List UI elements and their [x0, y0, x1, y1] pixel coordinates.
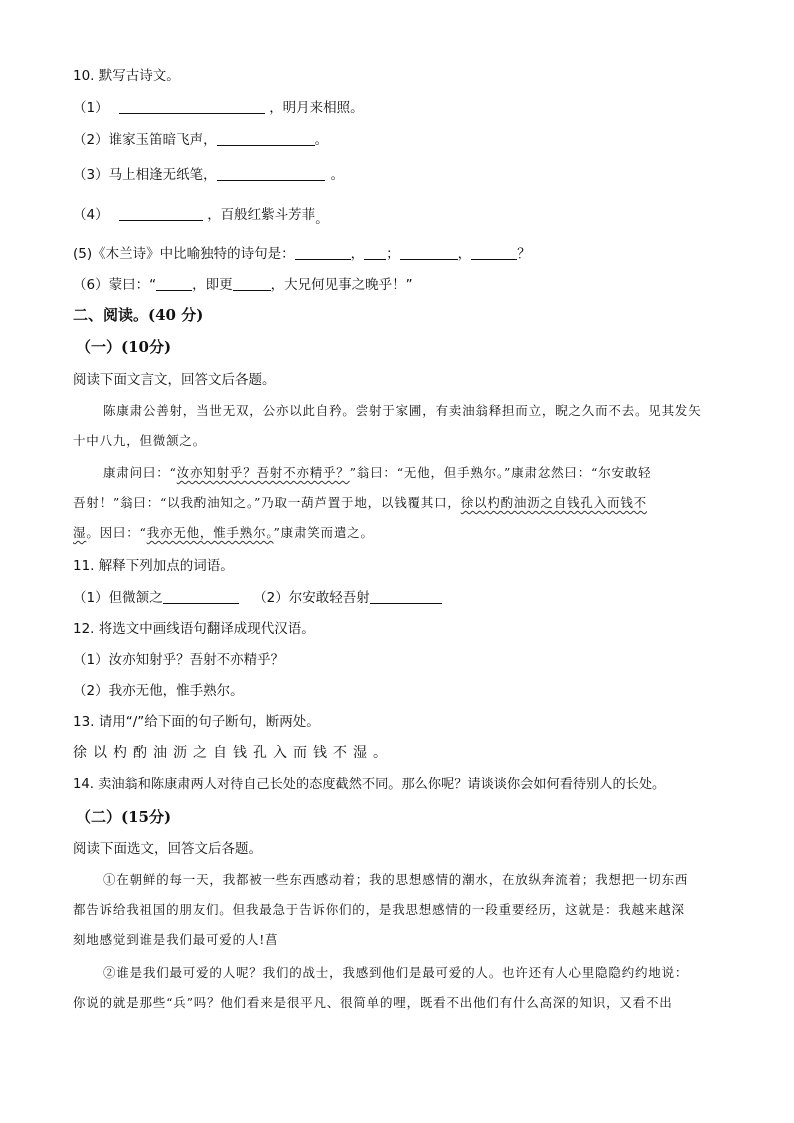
- answer-blank[interactable]: [400, 245, 458, 260]
- passage2-line: ①在朝鲜的每一天，我都被一些东西感动着；我的思想感情的潮水，在放纵奔流着；我想把一切东西: [103, 872, 689, 887]
- passage1-line: 十中八九，但微颔之。: [73, 433, 207, 448]
- q10-l6-text: （6）蒙曰：“: [73, 277, 157, 293]
- q13-sentence: 徐以杓酌油沥之自钱孔入而钱不湿。: [73, 745, 393, 761]
- underlined-sentence: 我亦无他，惟手熟尔。: [146, 525, 274, 540]
- q10-l6-text-b: ，即更: [192, 277, 233, 293]
- part2-title: （二）(15分): [76, 808, 172, 826]
- underlined-sentence: 汝亦知射乎？吾射不亦精乎？: [176, 465, 350, 480]
- q10-l1-text: ，明月来相照。: [269, 100, 364, 116]
- q10-l3-end: 。: [330, 167, 345, 183]
- passage1-line: [73, 524, 374, 542]
- q10-line-5: [73, 245, 531, 263]
- q12-item-2: （2）我亦无他，惟手熟尔。: [73, 683, 244, 699]
- part1-title: （一）(10分): [76, 338, 172, 356]
- passage1-line: 陈康肃公善射，当世无双，公亦以此自矜。尝射于家圃，有卖油翁释担而立，睨之久而不去。见其发矢: [103, 403, 702, 418]
- passage-text: 康肃问曰：“: [103, 465, 177, 480]
- passage-text: 吾射！”翁曰：“以我酌油知之。”乃取一葫芦置于地，以钱覆其口，: [73, 495, 461, 510]
- q11-item-1: （1）但微颔之: [73, 590, 163, 606]
- answer-blank[interactable]: [217, 131, 315, 146]
- q10-l2-end: 。: [314, 132, 329, 148]
- q11-items: [73, 589, 442, 607]
- passage-text: ”康肃笑而遣之。: [273, 525, 374, 540]
- q10-line-4: [73, 206, 329, 227]
- q10-l6-text-c: ，大兄何见事之晚乎！”: [270, 277, 413, 293]
- passage2-line: 你说的就是那些“兵”吗？他们看来是很平凡、很简单的哩，既看不出他们有什么高深的知识，又看不出: [73, 995, 673, 1010]
- passage-text: 。因曰：“: [86, 525, 147, 540]
- answer-blank[interactable]: [233, 276, 271, 291]
- q10-line-3: [73, 166, 344, 184]
- underlined-sentence: 湿: [73, 525, 87, 540]
- q10-l1-num: （1）: [73, 100, 109, 116]
- q10-l4-text: ，百般红紫斗芳菲: [207, 207, 316, 223]
- passage2-line: ②谁是我们最可爱的人呢？我们的战士，我感到他们是最可爱的人。也许还有人心里隐隐约约地说：: [103, 965, 689, 980]
- section-title: 二、阅读。(40 分): [73, 306, 204, 324]
- answer-blank[interactable]: [163, 589, 239, 604]
- underlined-sentence: 徐以杓酌油沥之自钱孔入而钱不: [460, 495, 647, 510]
- answer-blank[interactable]: [370, 589, 442, 604]
- answer-blank[interactable]: [119, 99, 265, 114]
- q10-l5-question-mark: ？: [517, 246, 531, 262]
- q10-line-1: [73, 99, 364, 117]
- q10-l2-text: （2）谁家玉笛暗飞声，: [73, 132, 217, 148]
- passage2-line: 都告诉给我祖国的朋友们。但我最急于告诉你们的，是我思想感情的一段重要经历，这就是：我越来越深: [73, 902, 685, 917]
- q10-l5-comma: ，: [457, 246, 472, 262]
- q10-line-2: [73, 131, 328, 149]
- passage-text: ”翁曰：“无他，但手熟尔。”康肃忿然曰：“尔安敢轻: [349, 465, 652, 480]
- answer-blank[interactable]: [364, 245, 386, 260]
- answer-blank[interactable]: [119, 206, 203, 221]
- passage1-line: [73, 494, 647, 512]
- q10-line-6: [73, 276, 413, 294]
- passage2-line: 刻地感觉到谁是我们最可爱的人!菖: [73, 932, 279, 947]
- q10-l4-end: 。: [315, 211, 329, 227]
- answer-blank[interactable]: [217, 166, 325, 181]
- q13-title: 13. 请用“/”给下面的句子断句，断两处。: [73, 714, 320, 730]
- answer-blank[interactable]: [471, 245, 517, 260]
- passage1-line: [103, 464, 651, 482]
- q10-l4-num: （4）: [73, 207, 109, 223]
- answer-blank[interactable]: [295, 245, 351, 260]
- q10-title: 10. 默写古诗文。: [73, 68, 180, 84]
- q10-l5-comma: ，: [350, 246, 365, 262]
- part1-instruction: 阅读下面文言文，回答文后各题。: [73, 372, 276, 388]
- q12-title: 12. 将选文中画线语句翻译成现代汉语。: [73, 621, 315, 637]
- q12-item-1: （1）汝亦知射乎？吾射不亦精乎？: [73, 652, 285, 668]
- q10-l5-text: (5)《木兰诗》中比喻独特的诗句是：: [73, 246, 295, 262]
- q10-l3-text: （3）马上相逢无纸笔，: [73, 167, 217, 183]
- q11-item-2: （2）尔安敢轻吾射: [253, 590, 370, 606]
- q10-l5-semicolon: ；: [386, 246, 400, 262]
- q14-title: 14. 卖油翁和陈康肃两人对待自己长处的态度截然不同。那么你呢？请谈谈你会如何看待别人的长处。: [73, 777, 666, 792]
- q11-title: 11. 解释下列加点的词语。: [73, 558, 234, 574]
- part2-instruction: 阅读下面选文，回答文后各题。: [73, 841, 262, 857]
- answer-blank[interactable]: [156, 276, 192, 291]
